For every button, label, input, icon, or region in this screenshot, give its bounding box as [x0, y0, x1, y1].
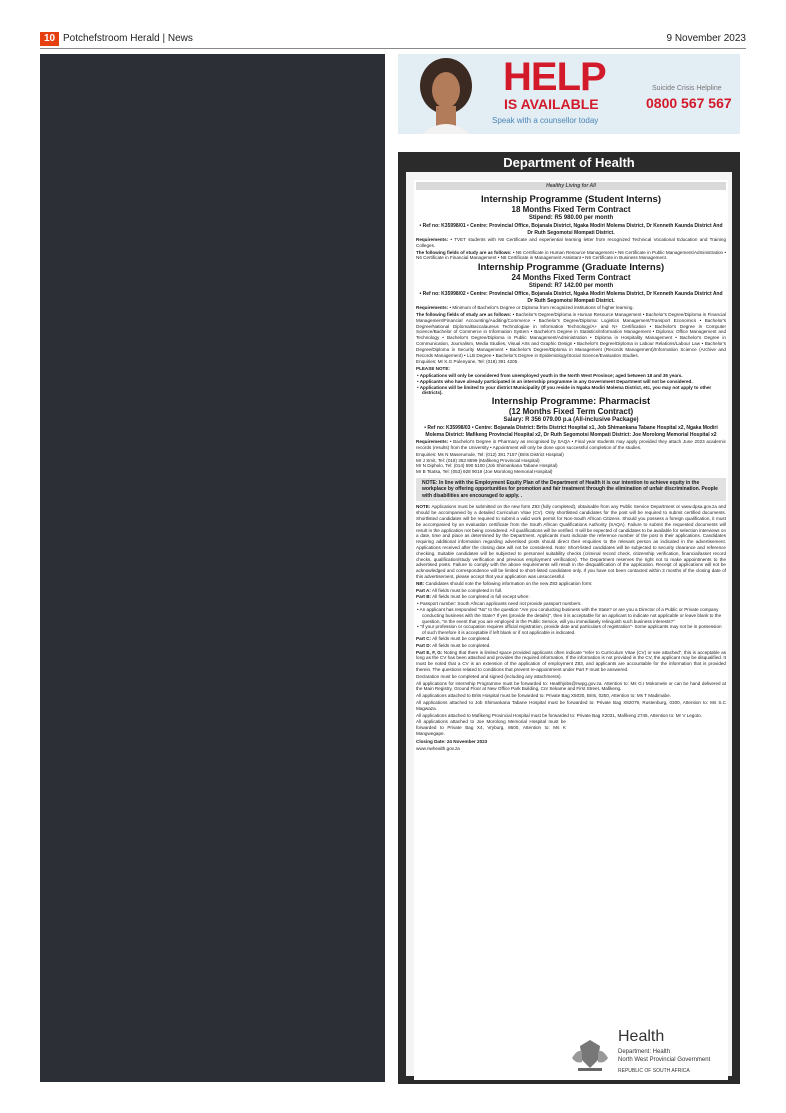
- help-advert: [398, 54, 740, 134]
- paper-name: Potchefstroom Herald | News: [63, 33, 193, 44]
- declaration: Declaration must be completed and signed (including any attachments).: [416, 673, 562, 679]
- please-note-label: PLEASE NOTE:: [416, 366, 450, 372]
- note-item: • Applications will only be considered from unemployed youth in the North West Province; aged between 18 and 35 years.: [417, 372, 683, 378]
- help-title: HELP: [503, 55, 606, 99]
- general-note: NOTE: Applications must be submitted on the new form Z83 (fully completed), obtainable from any Public Service Department or www.dpsa.gov.za and should be accompanied by a detailed Curriculum Vitae (CV). Only shortlisted candidates for the post will be required to submit certified documents. Shortlisted candidates will be required to submit a valid work permit for Non-South African Citizens. Should you possess a foreign qualification, it must be accompanied by an evaluation certificate from the South African Qualifications Authority (SAQA). Failure to submit the requested documents will result in the application not being considered. All qualifications will be verified. It will be expected of candidates to be available for selection interviews on a date, time and place as determined by the Department. Applicants must indicate the reference number of the post in their applications. Candidates requiring additional information regarding advertised posts should direct their enquiries to the relevant person as indicated in the advertisement. Applications received after the closing date will not be considered. Note: Short-listed candidates will be subjected to security clearance and reference checking. Suitable candidates will be subjected to personnel suitability checks (criminal record check, citizenship verification, financial/asset record checks, qualification/study verification and previous employment verification). The Department reserves the right not to make appointments to the advertised posts. Failure to comply with the above requirements will result in the disqualification of the application. Receipt of applications will not be acknowledged and correspondence will be limited to short-listed candidates only. If you have not been contacted within 3 months of the closing date of this advertisement, please accept that your application was unsuccessful.: [416, 504, 726, 579]
- note-item: • Applications will be limited to your district Municipality (If you reside in Ngaka Modiri Molema District, etc, you may not apply to other districts).: [417, 384, 712, 396]
- programme-2-enquiries: Enquiries: Mr K.G Pulenyane, Tel: (018) 391 4205: [416, 359, 518, 365]
- programme-2-requirements: Requirements: • Minimum of Bachelor's Degree or Diploma from recognized institutions of higher learning.: [416, 305, 634, 311]
- part-c: Part C: All fields must be completed.: [416, 635, 491, 641]
- programme-3-ref: • Ref no: K35998/03 • Centre: Bojanala District: Brits District Hospital x1, Job Shimankana Tabane Hospital x2, Ngaka Modiri Molema District: Mafikeng Provincial Hospital x2, Dr Ruth Segomotsi Mompati District: Joe Morolong Memorial Hospital x2: [424, 425, 718, 438]
- programme-3-enquiry-2: Mr J Smit, Tel: (018) 363 8599 (Mafikeng Provincial Hospital): [416, 457, 540, 463]
- helpline-label: Suicide Crisis Helpline: [652, 85, 722, 92]
- programme-1-ref: • Ref no: K35998/01 • Centre: Provincial Office, Bojanala District, Ngaka Modiri Molema District, Dr Kenneth Kaunda District And Dr Ruth Segomotsi Mompati District.: [419, 223, 723, 236]
- programme-3-salary: Salary: R 356 079.00 p.a (All-inclusive Package): [503, 417, 639, 424]
- logo-title: Health: [618, 1028, 665, 1045]
- closing-date: Closing Date: 24 November 2023: [416, 738, 488, 744]
- programme-1-stipend: Stipend: R5 980.00 per month: [528, 215, 614, 221]
- application-address: All applications attached to Mafikeng Provincial Hospital must be forwarded to: Private Bag X2031, Mafikeng 2745, Attention to: Mr V Legoto.: [416, 712, 702, 718]
- logo-department: Department: Health: [618, 1049, 671, 1055]
- programme-3-requirements: Requirements: • Bachelor's Degree in Pharmacy as recognised by SAQA • Final year students may apply provided they attach June 2023 academic records (results) from the University • Appointment will only be done upon successful completion of the studies.: [416, 439, 726, 450]
- part-efg: Part E, F, G: Noting that there is limited space provided applicants often indicate "refer to Curriculum Vitae (CV) or see attached", this is acceptable as long as the CV has been attached and provides the required information. If the information is not provided in the CV, the applicant may be disqualified. It must be noted that a CV is an extension of the application of employment Z83, and applicants are accountable for the information that is provided therein. The questions related to conditions that prevent re-appointment under Part F must be answered.: [416, 649, 727, 672]
- application-address: All applications attached to Joe Morolong Memorial Hospital must be forwarded to Private Bag X4, Vryburg, 8600, Attention to: Ms K Mangwegape.: [416, 719, 566, 736]
- issue-date: 9 November 2023: [666, 33, 746, 44]
- programme-2-title: Internship Programme (Graduate Interns): [477, 262, 665, 274]
- programme-1-fields: The following fields of study are as follows: • N6 Certificate in Human Resource Management • N6 Certificate in Public Management/Administration • N6 Certificate in Financial Management • N6 Certificate in Management Assistant • N6 Certificate in Business Management.: [416, 249, 727, 261]
- page-number: 10: [40, 32, 59, 46]
- employment-equity-note: NOTE: In line with the Employment Equity Plan of the Department of Health it is our intention to achieve equity in the workplace by offering opportunities for promotion and fair treatment through the elimination of unfair discrimination. People with disabilities are encouraged to apply. .: [416, 478, 726, 502]
- header-rule: [40, 48, 746, 49]
- programme-2-stipend: Stipend: R7 142.00 per month: [528, 283, 614, 290]
- page-header: [40, 32, 746, 48]
- programme-3-enquiry-1: Enquiries: Ms N Maserumule, Tel: (012) 381 7157 (Brits District Hospital): [416, 451, 564, 457]
- programme-1-contract: 18 Months Fixed Term Contract: [511, 205, 631, 214]
- part-d: Part D: All fields must be completed.: [416, 642, 491, 648]
- logo-province: North West Provincial Government: [618, 1057, 711, 1063]
- logo-country: REPUBLIC OF SOUTH AFRICA: [618, 1068, 690, 1074]
- nb-note: NB: Candidates should note the following information on the new Z83 application form:: [416, 580, 593, 586]
- health-logo: [566, 1026, 736, 1076]
- part-b-item: • An applicant has responded "No" to the question "Are you conducting business with the State? or are you a Director of a Public or Private company conducting business with the State? If yes (provide the details)", then it is acceptable for an applicant to indicate not applicable or leave blank to the question, "In the event that you are employed in the Public Service, will you immediately relinquish such business interests?": [417, 606, 722, 624]
- programme-1-title: Internship Programme (Student Interns): [481, 194, 661, 205]
- application-address: All applications attached to Brits Hospital must be forwarded to: Private Bag X5030, Brits, 0250, Attention to: Ms T Madimabe.: [416, 693, 671, 699]
- part-a: Part A: All fields must be completed in full.: [416, 587, 503, 593]
- application-address: All applications for internship Programme must be forwarded to: Healthjobs@nwpg.gov.za. Attention to: Ms G.I Mokomele or can be hand delivered at the Main Registry, Ground Floor at New Office Park Building, Cnr Sekame and First Street, Mafikeng.: [416, 680, 726, 692]
- note-item: • Applicants who have already participated in an internship programme in any Government Department will not be considered.: [417, 378, 693, 384]
- part-b-item: • "If your profession or occupation requires official registration, provide date and particulars of registration"- Some applicants may not be in possession of such therefore it is acceptable if left blank or if not applicable is indicated.: [417, 624, 722, 636]
- programme-2-contract: 24 Months Fixed Term Contract: [511, 273, 631, 283]
- website: www.nwhealth.gov.za: [416, 745, 460, 751]
- programme-3-title: Internship Programme: Pharmacist: [491, 396, 651, 408]
- programme-3-enquiry-3: Mr N Dipholo, Tel: (014) 590 5100 (Job Shimankana Tabane Hospital): [416, 463, 558, 469]
- woman-portrait-icon: [416, 56, 476, 134]
- department-title: Department of Health: [503, 155, 635, 170]
- programme-2-fields: The following fields of study are as follows: • Bachelor's Degree/Diploma in Human Resource Management • Bachelor's Degree/Diploma in Financial Management/Financial Accounting/Auditing/Commerce • Bachelor's Degree/Diploma: Logistics Management/Transport Economics • Bachelor's Degree/National Diploma/Baccalaureus Technologiae in Information Technology/A+ and N+ Certification • Bachelor's Degree in Computer Science/Bachelor of Commerce in Information System • Bachelor's Degree in Statistics/Information Management • Diploma: Office Management and Technology • Bachelor's Degree/Diploma in Public Management/Administration • Diploma in Hospitality Management • Bachelor's Degree in Communication, Journalism, Media Studies, Visual Arts and Graphic Design • Bachelor's Degree/Diploma in Labour Relations/Labour Law • Bachelor's Degree/Diploma in Security Management • Bachelor's Degree/Diploma in Management (Records Management)/Information Science (Archive and Records Management) • LLB Degree • Bachelor's Degree in Epidemiology/Social Science/Evaluation Studies.: [416, 311, 727, 358]
- department-advert-body: [414, 180, 728, 1080]
- programme-3-enquiry-4: Mr B Tsatsa, Tel: (053) 928 9019 (Joe Morolong Memorial Hospital): [416, 469, 553, 475]
- blank-advert-space: [40, 54, 385, 1082]
- programme-1-requirements: Requirements: • TVET students with N6 Certificate and experiential learning letter from recognized Technical Vocational Education and Training Colleges.: [416, 237, 726, 248]
- help-speak-text: Speak with a counsellor today: [492, 116, 599, 125]
- help-subtitle: IS AVAILABLE: [504, 96, 599, 112]
- part-b-item: • Passport number: South African applicants need not provide passport numbers.: [417, 601, 582, 607]
- programme-2-ref: • Ref no: K35998/02 • Centre: Provincial Office, Bojanala District, Ngaka Modiri Molema District, Dr Kenneth Kaunda District And Dr Ruth Segomotsi Mompati District.: [419, 291, 723, 304]
- tagline: Healthy Living for All: [416, 182, 726, 190]
- part-b: Part B: All fields must be completed in full except when:: [416, 594, 530, 600]
- programme-3-contract: (12 Months Fixed Term Contract): [508, 407, 634, 417]
- application-address: All applications attached to Job Shimankana Tabane Hospital must be forwarded to: Private Bag X82079, Rustenburg, 0300, Attention to: Ms S.C Magwaza.: [416, 699, 726, 711]
- helpline-number: 0800 567 567: [646, 95, 732, 111]
- coat-of-arms-icon: [570, 1038, 610, 1072]
